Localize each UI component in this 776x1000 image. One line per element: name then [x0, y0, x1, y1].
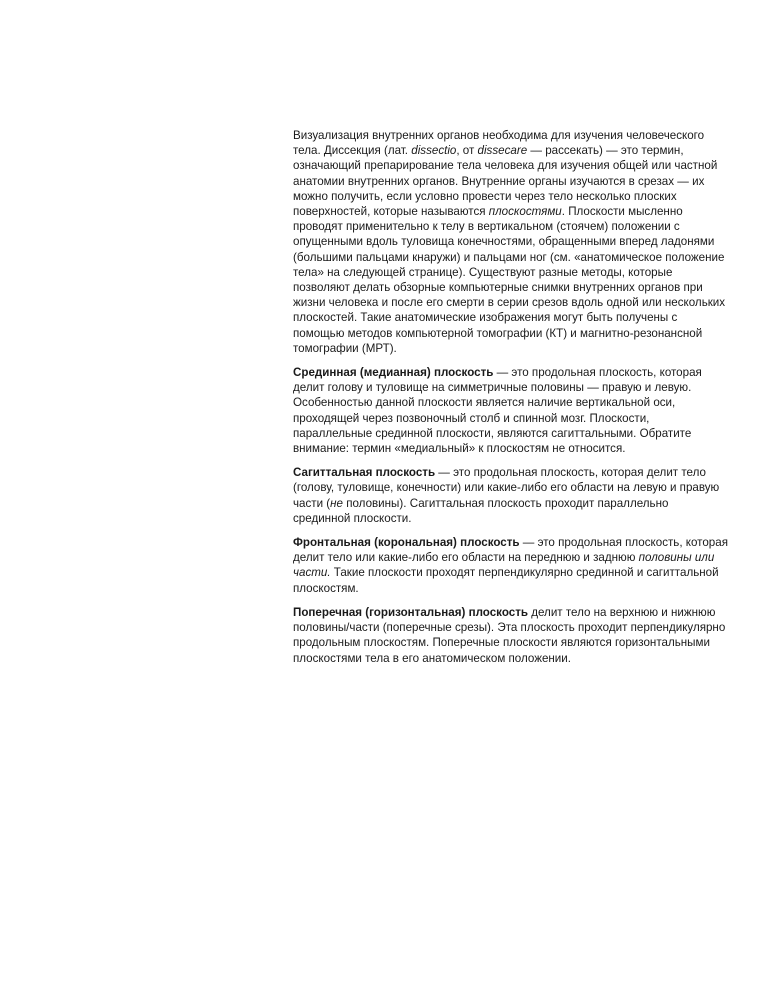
intro-term-dissectio: dissectio: [411, 144, 457, 158]
frontal-plane-emphasis: половины или части.: [293, 551, 715, 580]
paragraph-frontal-plane: [293, 535, 729, 596]
intro-term-dissecare: dissecare: [477, 144, 528, 158]
sagittal-plane-term: Сагиттальная плоскость: [293, 466, 436, 480]
text-column: [293, 128, 729, 675]
intro-term-planes: плоскостями: [488, 205, 562, 219]
intro-text-4: . Плоскости мысленно проводят применительно к телу в вертикальном (стоячем) положении с опущенными вдоль туловища конечностями, обращенными вперед ладонями (большими пальцами кнаружи) и пальцами ног (см. «анатомическое положение тела» на следующей странице). Существуют разные методы, которые позволяют делать обзорные компьютерные снимки внутренних органов при жизни человека и после его смерти в серии срезов вдоль одной или нескольких плоскостей. Такие анатомические изображения могут быть получены с помощью методов компьютерной томографии (КТ) и магнитно-резонансной томографии (МРТ).: [293, 205, 726, 355]
frontal-plane-text-2: Такие плоскости проходят перпендикулярно срединной и сагиттальной плоскостям.: [293, 566, 719, 595]
transverse-plane-term: Поперечная (горизонтальная) плоскость: [293, 605, 528, 619]
sagittal-plane-text-1: — это продольная плоскость, которая делит тело (голову, туловище, конечности) или какие-либо его области на левую и правую части (: [293, 466, 720, 510]
sagittal-plane-emphasis: не: [330, 496, 343, 510]
paragraph-sagittal-plane: [293, 465, 729, 526]
frontal-plane-term: Фронтальная (корональная) плоскость: [293, 536, 520, 550]
intro-text-2: , от: [456, 144, 478, 158]
intro-text-3: — рассекать) — это термин, означающий препарирование тела человека для изучения общей или частной анатомии внутренних органов. Внутренние органы изучаются в срезах — их можно получить, если условно провести через тело несколько плоских поверхностей, которые называются: [293, 144, 718, 219]
frontal-plane-text-1: — это продольная плоскость, которая делит тело или какие-либо его области на переднюю и заднюю: [293, 536, 728, 565]
intro-text-1: Визуализация внутренних органов необходима для изучения человеческого тела. Диссекция (лат.: [293, 129, 705, 158]
median-plane-term: Срединная (медианная) плоскость: [293, 366, 494, 380]
paragraph-transverse-plane: [293, 605, 729, 666]
sagittal-plane-text-2: половины). Сагиттальная плоскость проходит параллельно срединной плоскости.: [293, 496, 669, 525]
transverse-plane-text: делит тело на верхнюю и нижнюю половины/части (поперечные срезы). Эта плоскость проходит перпендикулярно продольным плоскостям. Поперечные плоскости являются горизонтальными плоскостями тела в его анатомическом положении.: [293, 605, 726, 665]
paragraph-median-plane: [293, 365, 729, 456]
median-plane-text: — это продольная плоскость, которая делит голову и туловище на симметричные половины — правую и левую. Особенностью данной плоскости является наличие вертикальной оси, проходящей через позвоночный столб и спинной мозг. Плоскости, параллельные срединной плоскости, являются сагиттальными. Обратите внимание: термин «медиальный» к плоскостям не относится.: [293, 366, 702, 456]
paragraph-intro: [293, 128, 729, 356]
